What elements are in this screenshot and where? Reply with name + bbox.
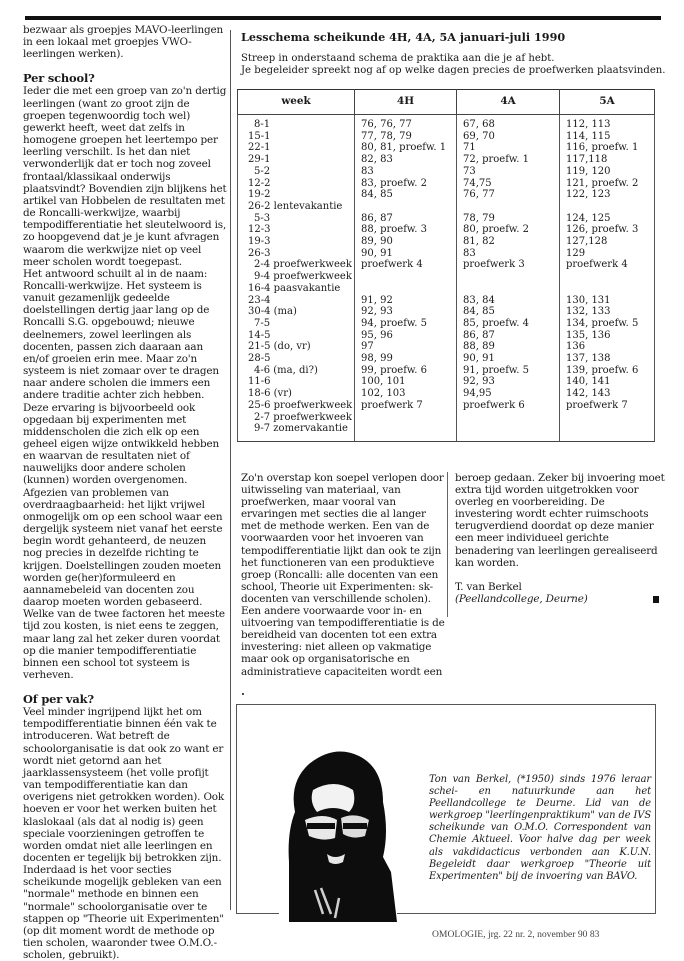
- cell-5a: [560, 412, 655, 424]
- body-paragraph: Veel minder ingrijpend lijkt het om tempodifferentiatie binnen één vak te introduceren. Wat betreft de schoolorganisatie is dat ook zo want er wordt niet getornd aan het jaarklassensysteem (het volle profijt van tempodifferentiatie kan dan overigens niet getrokken worden). Ook hoeven er voor het werken buiten het klaslokaal (als dat al nodig is) geen speciale voorzieningen getroffen te worden omdat niet alle leerlingen en docenten er tegelijk bij betrokken zijn. Inderdaad is het voor secties scheikunde mogelijk gebleken van een "normale" methode en binnen een "normale" schoolorganisatie over te stappen op "Theorie uit Experimenten" (op dit moment wordt de methode op tien scholen, waaronder twee O.M.O.-scholen, gebruikt).: [23, 706, 225, 961]
- cell-5a: 116, proefw. 1: [560, 142, 655, 154]
- cell-4h: [355, 283, 457, 295]
- week-cell: 9-7 zomervakantie: [238, 423, 355, 441]
- week-cell: 5-2: [238, 166, 355, 178]
- author-name: T. van Berkel: [455, 580, 522, 593]
- cell-5a: [560, 283, 655, 295]
- week-cell: 2-7 proefwerkweek: [238, 412, 355, 424]
- body-paragraph: Ieder die met een groep van zo'n dertig leerlingen (want zo groot zijn de groepen tegenwoordig toch wel) gewerkt heeft, weet dat zelfs in homogene groepen het leertempo per leerling verschilt. Is het dan niet verwonderlijk dat er toch nog zoveel frontaal/klassikaal onderwijs plaatsvindt? Bovendien zijn blijkens het artikel van Hobbelen de resultaten met de Roncalli-werkwijze, waarbij tempodifferentiatie het sleutelwoord is, zo hoopgevend dat je je kunt afvragen waarom die werkwijze niet op veel meer scholen wordt toegepast.: [23, 85, 227, 268]
- cell-5a: 122, 123: [560, 189, 655, 201]
- cell-4a: [457, 412, 560, 424]
- cell-4h: [355, 271, 457, 283]
- cell-5a: 130, 131: [560, 295, 655, 307]
- body-paragraph: Het antwoord schuilt al in de naam: Roncalli-werkwijze. Het systeem is vanuit gezamenlijk gedeelde doelstellingen dertig jaar lang op de Roncalli S.G. opgebouwd; nieuwe deelnemers, zowel leerlingen als docenten, passen zich daaraan aan en/of groeien erin mee. Maar zo'n systeem is niet zomaar over te dragen naar andere scholen die immers een andere traditie achter zich hebben.: [23, 267, 219, 402]
- cell-4a: 80, proefw. 2: [457, 224, 560, 236]
- cell-5a: 129: [560, 248, 655, 260]
- header-4a: 4A: [457, 90, 560, 115]
- table-row: [238, 201, 655, 213]
- author-bio-box: [236, 704, 656, 914]
- cell-4a: 83, 84: [457, 295, 560, 307]
- cell-5a: 121, proefw. 2: [560, 178, 655, 190]
- body-paragraph: Een andere voorwaarde voor in- en uitvoering van tempodifferentiatie is de bereidheid van docenten tot een extra investering: niet alleen op vakmatige maar ook op organisatorische en administratieve capaciteiten wordt een: [241, 605, 445, 678]
- instruction-line: Streep in onderstaand schema de praktika aan die je af hebt.: [241, 53, 555, 64]
- cell-4h: 94, proefw. 5: [355, 318, 457, 330]
- cell-5a: 119, 120: [560, 166, 655, 178]
- cell-4a: 78, 79: [457, 213, 560, 225]
- cell-5a: 142, 143: [560, 388, 655, 400]
- table-row: [238, 295, 655, 307]
- column-divider: [230, 30, 231, 910]
- table-row: [238, 224, 655, 236]
- week-cell: 2-4 proefwerkweek: [238, 259, 355, 271]
- cell-5a: 139, proefw. 6: [560, 365, 655, 377]
- cell-4a: 84, 85: [457, 306, 560, 318]
- cell-4a: 81, 82: [457, 236, 560, 248]
- cell-5a: 140, 141: [560, 376, 655, 388]
- cell-4h: 76, 76, 77: [355, 115, 457, 131]
- cell-4a: [457, 283, 560, 295]
- week-cell: 4-6 (ma, di?): [238, 365, 355, 377]
- cell-5a: 124, 125: [560, 213, 655, 225]
- cell-4h: 84, 85: [355, 189, 457, 201]
- cell-4a: [457, 423, 560, 441]
- cell-5a: 134, proefw. 5: [560, 318, 655, 330]
- cell-4h: 98, 99: [355, 353, 457, 365]
- week-cell: 19-3: [238, 236, 355, 248]
- week-cell: 5-3: [238, 213, 355, 225]
- cell-5a: [560, 271, 655, 283]
- cell-4a: [457, 201, 560, 213]
- cell-5a: [560, 201, 655, 213]
- table-row: [238, 259, 655, 271]
- table-row: [238, 353, 655, 365]
- week-cell: 18-6 (vr): [238, 388, 355, 400]
- cell-4a: [457, 271, 560, 283]
- week-cell: 16-4 paasvakantie: [238, 283, 355, 295]
- author-affiliation: [455, 593, 665, 605]
- section-heading-per-school: Per school?: [23, 71, 95, 86]
- week-cell: 14-5: [238, 330, 355, 342]
- cell-4h: 95, 96: [355, 330, 457, 342]
- cell-4h: 80, 81, proefw. 1: [355, 142, 457, 154]
- table-row: [238, 213, 655, 225]
- right-column: [455, 472, 665, 605]
- table-row: [238, 423, 655, 441]
- week-cell: 12-3: [238, 224, 355, 236]
- week-cell: 21-5 (do, vr): [238, 341, 355, 353]
- cell-4h: 86, 87: [355, 213, 457, 225]
- cell-4h: [355, 412, 457, 424]
- cell-4a: 85, proefw. 4: [457, 318, 560, 330]
- instruction-line: Je begeleider spreekt nog af op welke dagen precies de proefwerken plaatsvinden.: [241, 65, 666, 76]
- week-cell: 19-2: [238, 189, 355, 201]
- week-cell: 11-6: [238, 376, 355, 388]
- cell-5a: 112, 113: [560, 115, 655, 131]
- cell-4h: 77, 78, 79: [355, 131, 457, 143]
- table-row: [238, 189, 655, 201]
- schedule-instructions: [241, 53, 671, 77]
- cell-4a: 88, 89: [457, 341, 560, 353]
- week-cell: 30-4 (ma): [238, 306, 355, 318]
- week-cell: 23-4: [238, 295, 355, 307]
- schedule-body: [238, 115, 655, 442]
- cell-4h: 89, 90: [355, 236, 457, 248]
- schedule-table: [237, 89, 655, 442]
- cell-4h: 82, 83: [355, 154, 457, 166]
- week-cell: 26-3: [238, 248, 355, 260]
- cell-4h: 100, 101: [355, 376, 457, 388]
- week-cell: 22-1: [238, 142, 355, 154]
- week-cell: 15-1: [238, 131, 355, 143]
- table-row: [238, 306, 655, 318]
- cell-4a: 67, 68: [457, 115, 560, 131]
- cell-4a: 71: [457, 142, 560, 154]
- intro-paragraph: bezwaar als groepjes MAVO-leerlingen in een lokaal met groepjes VWO-leerlingen werken).: [23, 24, 224, 61]
- cell-5a: 126, proefw. 3: [560, 224, 655, 236]
- cell-5a: proefwerk 4: [560, 259, 655, 271]
- table-row: [238, 365, 655, 377]
- author-bio-text: Ton van Berkel, (*1950) sinds 1976 leraar schei- en natuurkunde aan het Peellandcollege te Deurne. Lid van de werkgroep "leerlingenpraktikum" van de IVS scheikunde van O.M.O. Correspondent van Chemie Aktueel. Voor halve dag per week als vakdidacticus verbonden aan K.U.N. Begeleidt daar werkgroep "Theorie uit Experimenten" bij de invoering van BAVO.: [429, 774, 651, 882]
- week-cell: 25-6 proefwerkweek: [238, 400, 355, 412]
- cell-4h: 90, 91: [355, 248, 457, 260]
- cell-4a: 73: [457, 166, 560, 178]
- cell-5a: 137, 138: [560, 353, 655, 365]
- cell-5a: [560, 423, 655, 441]
- cell-4a: proefwerk 3: [457, 259, 560, 271]
- header-week: week: [238, 90, 355, 115]
- middle-column: [241, 472, 445, 678]
- cell-4h: 102, 103: [355, 388, 457, 400]
- table-row: [238, 178, 655, 190]
- table-row: [238, 283, 655, 295]
- cell-4h: [355, 201, 457, 213]
- cell-4a: 76, 77: [457, 189, 560, 201]
- week-cell: 12-2: [238, 178, 355, 190]
- week-cell: 8-1: [238, 115, 355, 131]
- cell-4a: 94,95: [457, 388, 560, 400]
- week-cell: 26-2 lentevakantie: [238, 201, 355, 213]
- week-cell: 28-5: [238, 353, 355, 365]
- table-row: [238, 115, 655, 131]
- table-row: [238, 341, 655, 353]
- author-portrait-photo: [279, 742, 397, 922]
- table-row: [238, 166, 655, 178]
- cell-4h: 83: [355, 166, 457, 178]
- table-row: [238, 318, 655, 330]
- cell-4a: 69, 70: [457, 131, 560, 143]
- schedule-title: Lesschema scheikunde 4H, 4A, 5A januari-juli 1990: [241, 30, 566, 44]
- week-cell: 29-1: [238, 154, 355, 166]
- cell-4h: 88, proefw. 3: [355, 224, 457, 236]
- left-column: [23, 24, 228, 961]
- header-4h: 4H: [355, 90, 457, 115]
- table-row: [238, 376, 655, 388]
- cell-4a: 92, 93: [457, 376, 560, 388]
- cell-5a: 132, 133: [560, 306, 655, 318]
- table-row: [238, 236, 655, 248]
- cell-5a: proefwerk 7: [560, 400, 655, 412]
- cell-4h: 99, proefw. 6: [355, 365, 457, 377]
- table-row: [238, 330, 655, 342]
- speck: [242, 693, 244, 695]
- column-divider: [447, 472, 448, 617]
- cell-4a: 91, proefw. 5: [457, 365, 560, 377]
- cell-4a: 90, 91: [457, 353, 560, 365]
- table-row: [238, 131, 655, 143]
- cell-4h: 91, 92: [355, 295, 457, 307]
- cell-4h: proefwerk 7: [355, 400, 457, 412]
- table-row: [238, 412, 655, 424]
- cell-4a: 72, proefw. 1: [457, 154, 560, 166]
- cell-4h: 97: [355, 341, 457, 353]
- cell-4h: 92, 93: [355, 306, 457, 318]
- cell-5a: 136: [560, 341, 655, 353]
- cell-5a: 135, 136: [560, 330, 655, 342]
- cell-4h: 83, proefw. 2: [355, 178, 457, 190]
- section-heading-per-vak: Of per vak?: [23, 692, 94, 707]
- table-row: [238, 142, 655, 154]
- cell-4a: 74,75: [457, 178, 560, 190]
- cell-5a: 114, 115: [560, 131, 655, 143]
- table-row: [238, 271, 655, 283]
- page-footer: OMOLOGIE, jrg. 22 nr. 2, november 90 83: [432, 929, 600, 940]
- end-of-article-mark-icon: [653, 596, 659, 603]
- table-row: [238, 248, 655, 260]
- top-rule: [25, 16, 661, 20]
- week-cell: 9-4 proefwerkweek: [238, 271, 355, 283]
- cell-4a: 86, 87: [457, 330, 560, 342]
- cell-4h: proefwerk 4: [355, 259, 457, 271]
- cell-5a: 117,118: [560, 154, 655, 166]
- body-paragraph: Deze ervaring is bijvoorbeeld ook opgedaan bij experimenten met middenscholen die zich elk op een geheel eigen wijze ontwikkeld hebben en waarvan de resultaten niet of nauwelijks door andere scholen (kunnen) worden overgenomen.: [23, 401, 219, 487]
- table-row: [238, 400, 655, 412]
- cell-4a: proefwerk 6: [457, 400, 560, 412]
- cell-4a: 83: [457, 248, 560, 260]
- table-header-row: [238, 90, 655, 115]
- affiliation-text: (Peellandcollege, Deurne): [455, 592, 588, 605]
- table-row: [238, 154, 655, 166]
- body-paragraph: Afgezien van problemen van overdraagbaarheid: het lijkt vrijwel onmogelijk om op een school waar een dergelijk systeem niet vanaf het eerste begin wordt gehanteerd, de neuzen nog precies in dezelfde richting te krijgen. Doelstellingen zouden moeten worden ge(her)formuleerd en aannamebeleid van docenten zou daarop moeten worden gebaseerd. Welke van de twee factoren het meeste tijd zou kosten, is niet eens te zeggen, maar lang zal het zeker duren voordat op die manier tempodifferentiatie binnen een school tot systeem is verheven.: [23, 486, 225, 681]
- header-5a: 5A: [560, 90, 655, 115]
- body-paragraph: Zo'n overstap kon soepel verlopen door uitwisseling van materiaal, van proefwerken, maar vooral van ervaringen met secties die al langer met de methode werken. Een van de voorwaarden voor het invoeren van tempodifferentiatie lijkt dan ook te zijn het functioneren van een produktieve groep (Roncalli: alle docenten van een school, Theorie uit Experimenten: sk-docenten van verschillende scholen).: [241, 472, 444, 605]
- cell-4h: [355, 423, 457, 441]
- table-row: [238, 388, 655, 400]
- week-cell: 7-5: [238, 318, 355, 330]
- cell-5a: 127,128: [560, 236, 655, 248]
- body-paragraph: beroep gedaan. Zeker bij invoering moet extra tijd worden uitgetrokken voor overleg en voorbereiding. De investering wordt echter ruimschoots terugverdiend doordat op deze manier een meer individueel gerichte benadering van leerlingen gerealiseerd kan worden.: [455, 472, 665, 569]
